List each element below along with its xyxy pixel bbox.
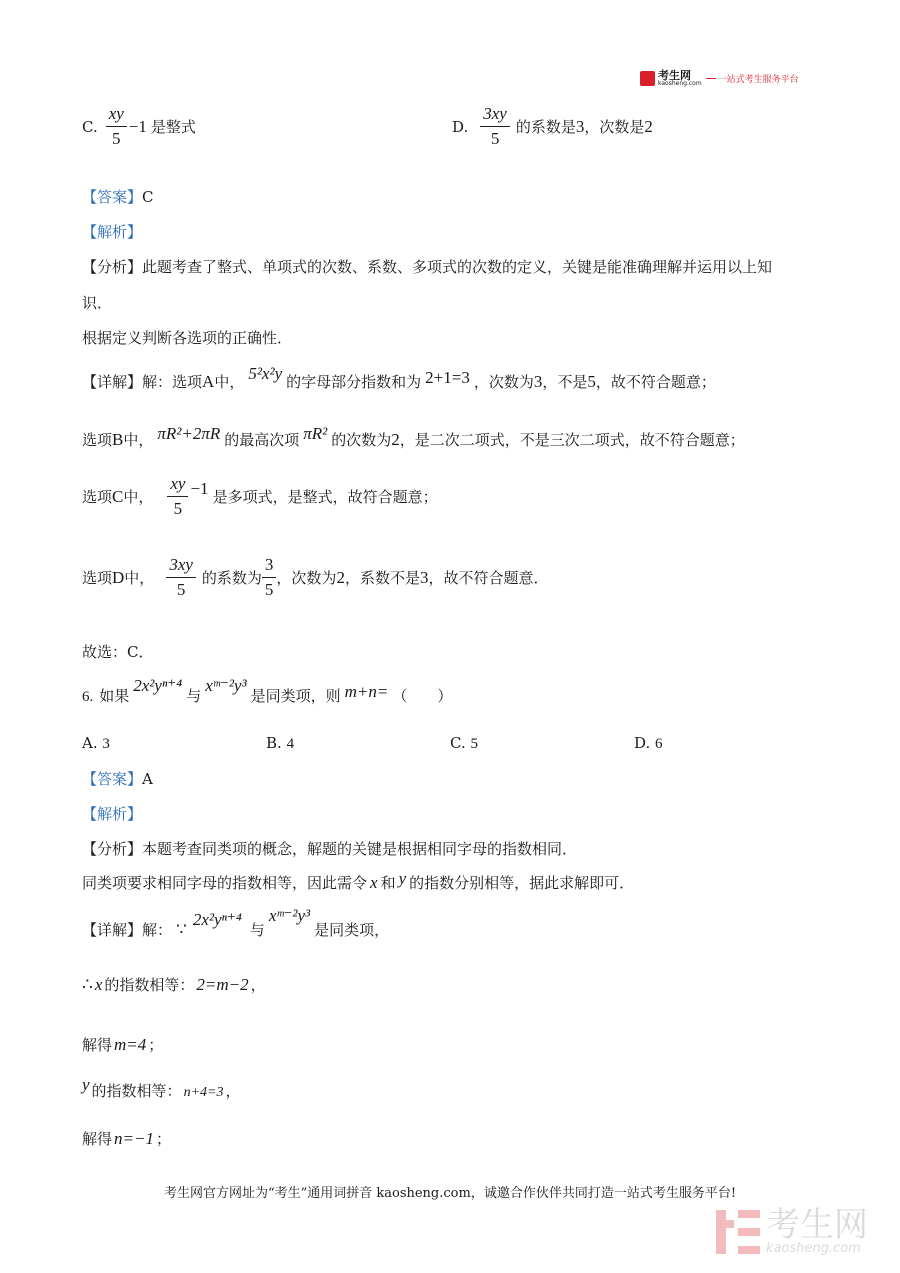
prev-option-d: D. $\frac{3xy}{5}$ 的系数是 3 ，次数是 2 [452, 104, 653, 148]
watermark-cn: 考生网 [766, 1205, 868, 1245]
q6-option-c: C. 5 [450, 734, 478, 752]
brand-logo-icon [640, 71, 655, 86]
prev-option-c: C. $\frac{xy}{5}$ −1 是整式 [82, 104, 196, 148]
header-slogan: 一站式考生服务平台 [717, 75, 799, 85]
choose-1: 故选：C． [82, 643, 154, 661]
detail-option-a: 【详解】 解：选项 A 中， 5²x²y 的字母部分指数和为 2+1=3 ，次数为 3 ，不是 5 ，故不符合题意； [82, 364, 716, 391]
detail-option-b: 选项 B 中， πR²+2πR 的最高次项 πR² 的次数为 2 ，是二次二项式，不是三次二项式，故不符合题意； [82, 424, 745, 449]
footer-text: 考生网官方网址为“考生”通用词拼音 kaosheng.com，诚邀合作伙伴共同打造一站式考生服务平台! [163, 1186, 737, 1201]
detail-2-solve-n: 解得 n=−1 ； [82, 1128, 171, 1148]
fenxi-2-line1: 【分析】本题考查同类项的概念，解题的关键是根据相同字母的指数相同． [82, 840, 578, 858]
watermark-logo-icon [716, 1210, 760, 1254]
detail-2-y-exponent: y 的指数相等： n+4=3 ， [82, 1075, 241, 1100]
watermark [716, 1205, 868, 1256]
detail-2-solve-m: 解得 m=4 ； [82, 1034, 164, 1054]
detail-option-d: 选项 D 中， $\frac{3xy}{5}$ 的系数为 $\frac{3}{5}$ ，次数为 2 ，系数不是 3 ，故不符合题意． [82, 555, 549, 599]
fenxi-1-line1: 【分析】此题考查了整式、单项式的次数、系数、多项式的次数的定义，关键是能准确理解并运用以上知 [82, 258, 773, 276]
fenxi-2-line2: 同类项要求相同字母的指数相等，因此需令 x 和 y 的指数分别相等，据此求解即可． [82, 869, 635, 892]
logo-en: kaosheng.com [658, 80, 702, 87]
fraction: $\frac{3xy}{5}$ [166, 555, 196, 600]
detail-2-x-exponent: ∴ x 的指数相等： 2=m−2 ， [82, 974, 266, 994]
detail-option-c: 选项 C 中， $\frac{xy}{5}$ −1 是多项式，是整式，故符合题意； [82, 474, 438, 518]
question-6: 6. 如果 2x²yⁿ⁺⁴ 与 xᵐ⁻²y³ 是同类项，则 m+n= （ ） [82, 676, 453, 705]
fraction: $\frac{xy}{5}$ [106, 104, 127, 149]
fraction: $\frac{3}{5}$ [262, 555, 277, 600]
q6-option-b: B. 4 [266, 734, 295, 752]
header-logo [640, 70, 799, 87]
q6-option-a: A. 3 [82, 734, 110, 752]
detail-2-line1: 【详解】 解： ∵ 2x²yⁿ⁺⁴ 与 xᵐ⁻²y³ 是同类项， [82, 906, 390, 939]
analysis-2-label: 【解析】 [82, 805, 143, 823]
fraction: $\frac{3xy}{5}$ [480, 104, 510, 149]
answer-1: 【答案】C [82, 188, 154, 206]
q6-option-d: D. 6 [634, 734, 663, 752]
logo-cn: 考生网 [658, 69, 691, 82]
fraction: $\frac{xy}{5}$ [167, 474, 188, 519]
fenxi-1-line3: 根据定义判断各选项的正确性． [82, 329, 293, 347]
answer-2: 【答案】A [82, 770, 153, 788]
fenxi-1-line2: 识． [82, 294, 113, 312]
watermark-en: kaosheng.com [766, 1241, 861, 1256]
analysis-1-label: 【解析】 [82, 223, 143, 241]
